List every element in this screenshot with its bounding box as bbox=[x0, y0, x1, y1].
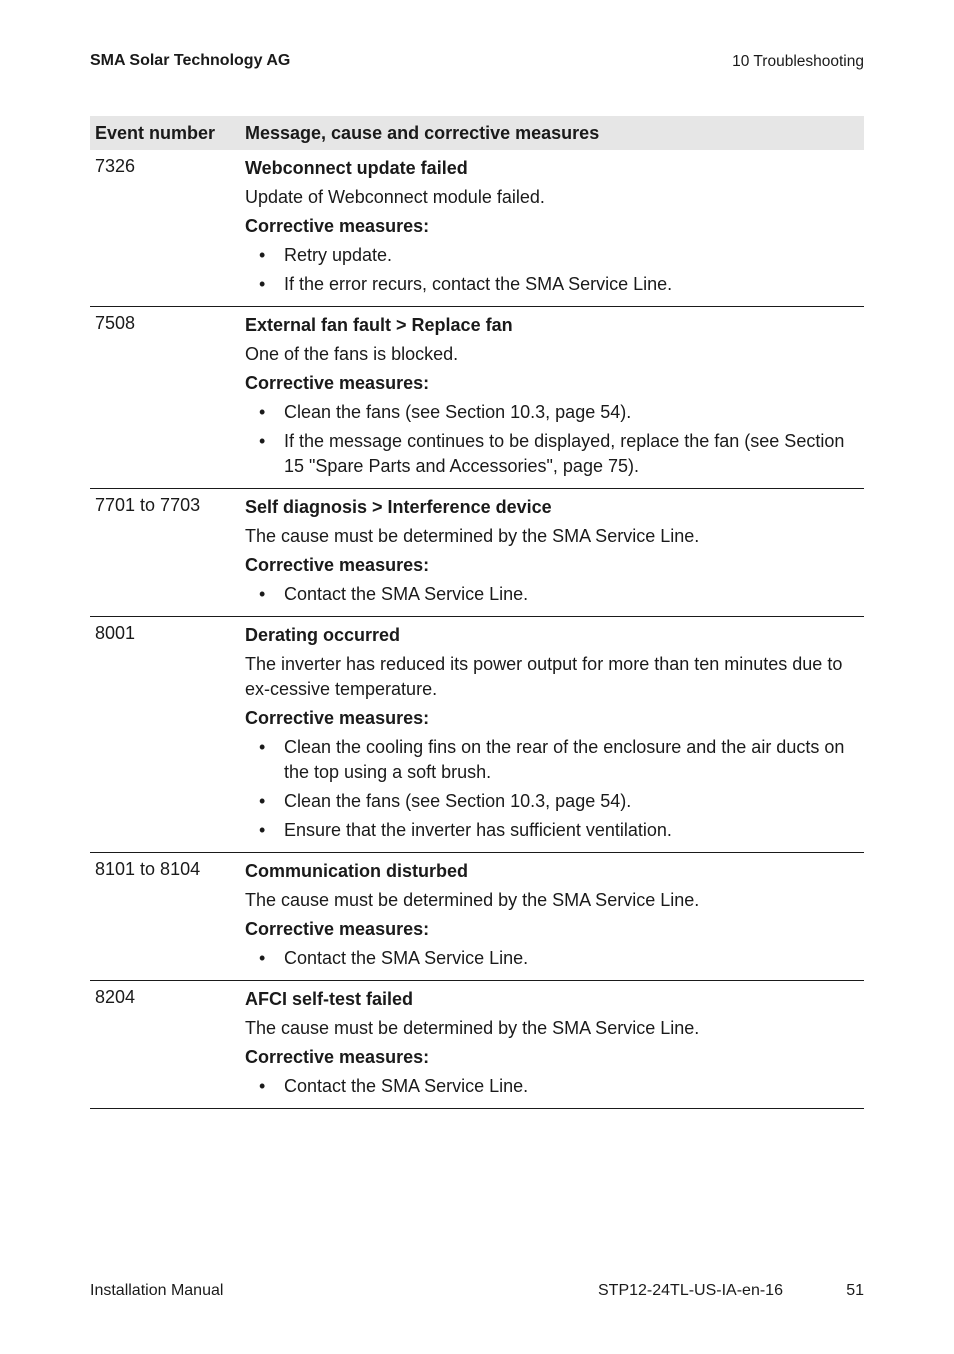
table-row bbox=[90, 150, 864, 307]
corrective-measures-label: Corrective measures: bbox=[245, 216, 430, 236]
event-details bbox=[245, 987, 864, 1103]
event-number: 7326 bbox=[95, 156, 136, 176]
corrective-measures-label: Corrective measures: bbox=[245, 1047, 430, 1067]
event-details bbox=[245, 859, 864, 975]
table-row bbox=[90, 981, 864, 1109]
event-details bbox=[245, 495, 864, 611]
footer-doc-id: STP12-24TL-US-IA-en-16 bbox=[598, 1282, 783, 1299]
measures-list bbox=[245, 735, 860, 843]
table-row bbox=[90, 489, 864, 617]
measure-item: • Clean the cooling fins on the rear of the enclosure and the air ducts on the top using a soft brush. bbox=[245, 735, 860, 785]
event-number: 7508 bbox=[95, 313, 136, 333]
measures-list bbox=[245, 946, 860, 971]
event-details bbox=[245, 156, 864, 301]
event-title: AFCI self-test failed bbox=[245, 989, 414, 1009]
event-title: Communication disturbed bbox=[245, 861, 469, 881]
measure-item: • If the message continues to be displayed, replace the fan (see Section 15 "Spare Parts and Accessories", page 75). bbox=[245, 429, 860, 479]
table-row bbox=[90, 307, 864, 489]
event-cause: The cause must be determined by the SMA Service Line. bbox=[245, 1018, 700, 1038]
measure-item: • Clean the fans (see Section 10.3, page 54). bbox=[245, 789, 860, 814]
event-cause: The cause must be determined by the SMA Service Line. bbox=[245, 890, 700, 910]
table-row bbox=[90, 617, 864, 853]
event-cause: The cause must be determined by the SMA Service Line. bbox=[245, 526, 700, 546]
event-cause: The inverter has reduced its power output for more than ten minutes due to ex-cessive temperature. bbox=[245, 654, 843, 699]
measure-item: • If the error recurs, contact the SMA Service Line. bbox=[245, 272, 860, 297]
event-title: Self diagnosis > Interference device bbox=[245, 497, 552, 517]
measure-item: • Clean the fans (see Section 10.3, page 54). bbox=[245, 400, 860, 425]
event-number: 8204 bbox=[95, 987, 136, 1007]
table-body bbox=[90, 150, 864, 1109]
measure-item: • Contact the SMA Service Line. bbox=[245, 946, 860, 971]
footer-doc-type: Installation Manual bbox=[90, 1282, 224, 1299]
event-number: 7701 to 7703 bbox=[95, 495, 201, 515]
event-title: External fan fault > Replace fan bbox=[245, 315, 513, 335]
event-details bbox=[245, 623, 864, 847]
measure-item: • Contact the SMA Service Line. bbox=[245, 1074, 860, 1099]
corrective-measures-label: Corrective measures: bbox=[245, 708, 430, 728]
section-title: 10 Troubleshooting bbox=[732, 53, 864, 70]
event-number: 8001 bbox=[95, 623, 136, 643]
measures-list bbox=[245, 1074, 860, 1099]
corrective-measures-label: Corrective measures: bbox=[245, 373, 430, 393]
corrective-measures-label: Corrective measures: bbox=[245, 555, 430, 575]
measure-item: • Ensure that the inverter has sufficient ventilation. bbox=[245, 818, 860, 843]
measures-list bbox=[245, 243, 860, 297]
header-event-number: Event number bbox=[95, 122, 216, 143]
measure-item: • Retry update. bbox=[245, 243, 860, 268]
event-details bbox=[245, 313, 864, 483]
company-name: SMA Solar Technology AG bbox=[90, 52, 291, 69]
page-number: 51 bbox=[846, 1282, 864, 1299]
table-row bbox=[90, 853, 864, 981]
table-header bbox=[90, 116, 864, 150]
event-title: Derating occurred bbox=[245, 625, 401, 645]
event-cause: Update of Webconnect module failed. bbox=[245, 187, 545, 207]
event-number: 8101 to 8104 bbox=[95, 859, 201, 879]
measures-list bbox=[245, 400, 860, 479]
event-cause: One of the fans is blocked. bbox=[245, 344, 459, 364]
event-table bbox=[90, 116, 864, 1109]
event-title: Webconnect update failed bbox=[245, 158, 468, 178]
corrective-measures-label: Corrective measures: bbox=[245, 919, 430, 939]
measures-list bbox=[245, 582, 860, 607]
measure-item: • Contact the SMA Service Line. bbox=[245, 582, 860, 607]
header-message: Message, cause and corrective measures bbox=[245, 122, 600, 143]
